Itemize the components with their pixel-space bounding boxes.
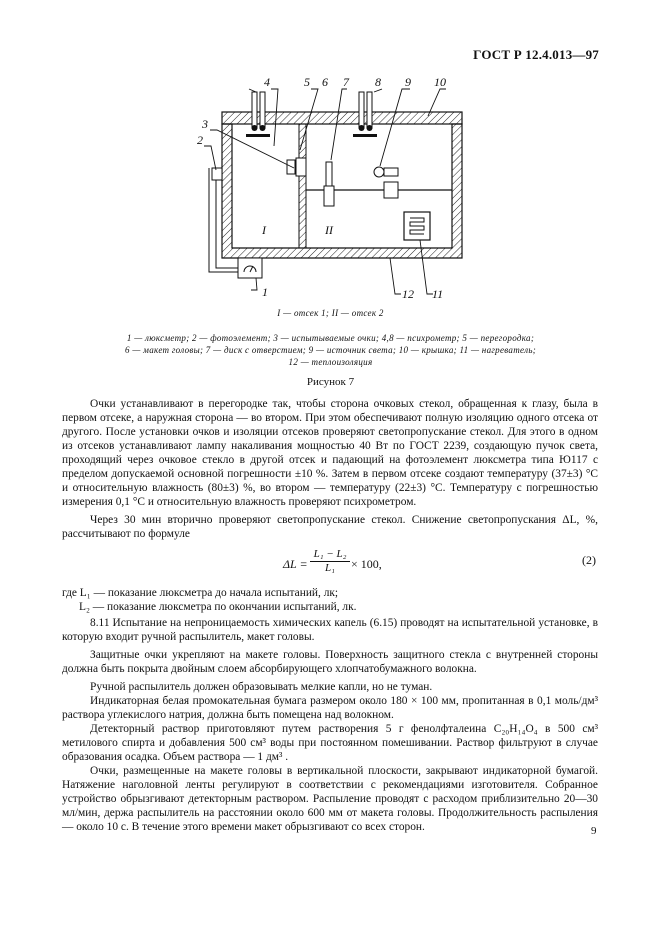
figure-title: Рисунок 7 [306, 376, 355, 388]
formula-numerator: L₁ − L₂ [310, 548, 350, 562]
compartment-I: I [262, 223, 266, 237]
formula-2 [0, 548, 661, 578]
apparatus-diagram [0, 0, 661, 320]
light-source [374, 167, 384, 177]
compartment-II: II [325, 223, 333, 237]
paragraph-6: Индикаторная белая промокательная бумага размером около 180 × 100 мм, пропитанная в 0,1 моль/дм³ раствора углекислого натрия, должна быть помещена над волокном. [62, 695, 598, 721]
callout-7: 7 [343, 75, 349, 89]
formula-definitions [62, 586, 598, 614]
formula-fraction [310, 548, 350, 574]
definition-2: L₂ — показание люксметра по окончании испытаний, лк. [79, 601, 357, 613]
callout-8: 8 [375, 75, 381, 89]
callout-12: 12 [402, 287, 414, 301]
callout-6: 6 [322, 75, 328, 89]
paragraph-3: 8.11 Испытание на непроницаемость химических капель (6.15) проводят на испытательной установке, в которую входит ручной распылитель, макет головы. [62, 617, 598, 643]
callout-9: 9 [405, 75, 411, 89]
figure-legend-line-1: 1 — люксметр; 2 — фотоэлемент; 3 — испытываемые очки; 4,8 — психрометр; 5 — перегородка; [126, 333, 535, 343]
figure-legend-line-2: 6 — макет головы; 7 — диск с отверстием; 9 — источник света; 10 — крышка; 11 — нагреватель; [124, 345, 537, 355]
formula-number: (2) [582, 553, 596, 567]
paragraph-2: Через 30 мин вторично проверяют светопропускание стекол. Снижение светопропускания ΔL, %, рассчитывают по формуле [62, 514, 598, 540]
callout-3: 3 [202, 117, 208, 131]
formula-lhs: ΔL = [283, 557, 308, 571]
callout-4: 4 [264, 75, 270, 89]
paragraph-4: Защитные очки укрепляют на макете головы. Поверхность защитного стекла с внутренней стороны должна быть покрыта двойным слоем абсорбирующего хлопчатобумажного волокна. [62, 649, 598, 675]
definition-1: где L₁ — показание люксметра до начала испытаний, лк; [62, 587, 339, 599]
text-block-2 [62, 616, 598, 834]
paragraph-5: Ручной распылитель должен образовывать мелкие капли, но не туман. [90, 681, 433, 693]
callout-11: 11 [432, 287, 444, 301]
callout-1: 1 [262, 285, 268, 299]
figure-caption-compartments: I — отсек 1; II — отсек 2 [277, 308, 384, 318]
page-number: 9 [591, 825, 597, 837]
lid [222, 112, 462, 124]
test-glasses [296, 158, 306, 176]
callout-10: 10 [434, 75, 446, 89]
paragraph-8: Очки, размещенные на макете головы в вертикальной плоскости, закрывают индикаторной бумагой. Натяжение наголовной ленты регулируют в соответствии с рекомендациями изготовителя. Собранное устройство обрызгивают детекторным раствором. Распыление проводят с расходом приблизительно 20—30 мл/мин, держа распылитель на расстоянии около 600 мм от макета головы. Продолжительность распыления — около 10 с. В течение этого времени макет обрызгивают со всех сторон. [62, 765, 598, 833]
document-header: ГОСТ Р 12.4.013—97 [473, 47, 599, 62]
formula-denominator: L₁ [325, 562, 335, 574]
callout-5: 5 [304, 75, 310, 89]
paragraph-1: Очки устанавливают в перегородке так, чтобы сторона очковых стекол, обращенная к глазу, была в первом отсеке, а наружная сторона — во втором. При этом обеспечивают полную изоляцию одного отсека от другого. После установки очков и изоляции отсеков проверяют светопропускание стекол. Для этого в одном из отсеков устанавливают лампу накаливания мощностью 40 Вт по ГОСТ 2239, создающую пучок света, проходящий через очковое стекло в другой отсек и падающий на фотоэлемент люксметра типа Ю117 с пределом допускаемой основной погрешности ±10 %. Затем в первом отсеке создают температуру (37±3) °С и относительную влажность (80±3) %, во втором — температуру (22±3) °С. Температуру с погрешностью измерения 0,1 °С и относительную влажность проверяют психрометром. [62, 398, 598, 508]
lux-meter [238, 258, 262, 278]
callout-2: 2 [197, 133, 203, 147]
paragraph-7: Детекторный раствор приготовляют путем растворения 5 г фенолфталеина C₂₀H₁₄O₄ в 500 см³ метилового спирта и добавления 500 см³ воды при постоянном помешивании. Раствор фильтруют в случае образования осадка. Объем раствора — 1 дм³ . [62, 723, 598, 763]
figure-legend-line-3: 12 — теплоизоляция [288, 357, 373, 367]
formula-multiplier: × 100, [351, 557, 382, 571]
text-block-1 [62, 397, 598, 541]
